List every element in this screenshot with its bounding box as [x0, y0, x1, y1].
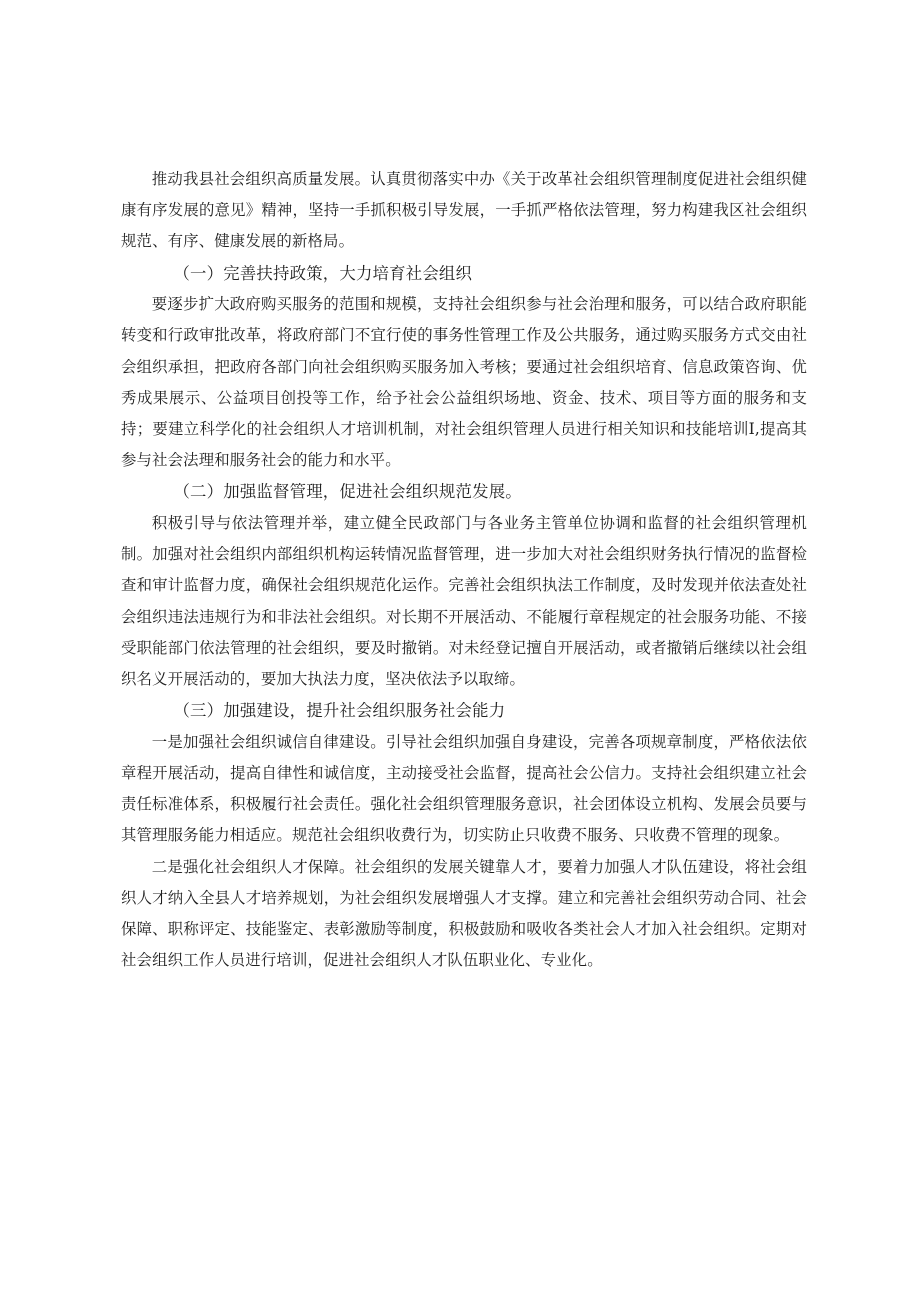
section-heading-3: （三）加强建设，提升社会组织服务社会能力 — [173, 701, 506, 721]
document-body — [121, 164, 807, 976]
section-heading-1: （一）完善扶持政策，大力培育社会组织 — [173, 263, 473, 283]
intro-paragraph: 推动我县社会组织高质量发展。认真贯彻落实中办《关于改革社会组织管理制度促进社会组织健康有序发展的意见》精神，坚持一手抓积极引导发展，一手抓严格依法管理，努力构建我区社会组织规范、有序、健康发展的新格局。 — [121, 170, 807, 251]
section-3-paragraph-1: 一是加强社会组织诚信自律建设。引导社会组织加强自身建设，完善各项规章制度，严格依法依章程开展活动，提高自律性和诚信度，主动接受社会监督，提高社会公信力。支持社会组织建立社会责任标准体系，积极履行社会责任。强化社会组织管理服务意识，社会团体设立机构、发展会员要与其管理服务能力相适应。规范社会组织收费行为，切实防止只收费不服务、只收费不管理的现象。 — [121, 732, 807, 845]
section-2-paragraph-1: 积极引导与依法管理并举，建立健全民政部门与各业务主管单位协调和监督的社会组织管理机制。加强对社会组织内部组织机构运转情况监督管理，进一步加大对社会组织财务执行情况的监督检查和审计监督力度，确保社会组织规范化运作。完善社会组织执法工作制度，及时发现并依法查处社会组织违法违规行为和非法社会组织。对长期不开展活动、不能履行章程规定的社会服务功能、不接受职能部门依法管理的社会组织，要及时撤销。对未经登记擅自开展活动，或者撤销后继续以社会组织名义开展活动的，要加大执法力度，坚决依法予以取缔。 — [121, 514, 807, 689]
section-1-paragraph-1: 要逐步扩大政府购买服务的范围和规模，支持社会组织参与社会治理和服务，可以结合政府职能转变和行政审批改革，将政府部门不宜行使的事务性管理工作及公共服务，通过购买服务方式交由社会组织承担，把政府各部门向社会组织购买服务加入考核；要通过社会组织培育、信息政策咨询、优秀成果展示、公益项目创投等工作，给予社会公益组织场地、资金、技术、项目等方面的服务和支持；要建立科学化的社会组织人才培训机制，对社会组织管理人员进行相关知识和技能培训I,提高其参与社会法理和服务社会的能力和水平。 — [121, 295, 807, 470]
section-heading-2: （二）加强监督管理，促进社会组织规范发展。 — [173, 482, 522, 502]
section-3-paragraph-2: 二是强化社会组织人才保障。社会组织的发展关键靠人才，要着力加强人才队伍建设，将社会组织人才纳入全县人才培养规划，为社会组织发展增强人才支撑。建立和完善社会组织劳动合同、社会保障、职称评定、技能鉴定、表彰激励等制度，积极鼓励和吸收各类社会人才加入社会组织。定期对社会组织工作人员进行培训，促进社会组织人才队伍职业化、专业化。 — [121, 857, 807, 970]
